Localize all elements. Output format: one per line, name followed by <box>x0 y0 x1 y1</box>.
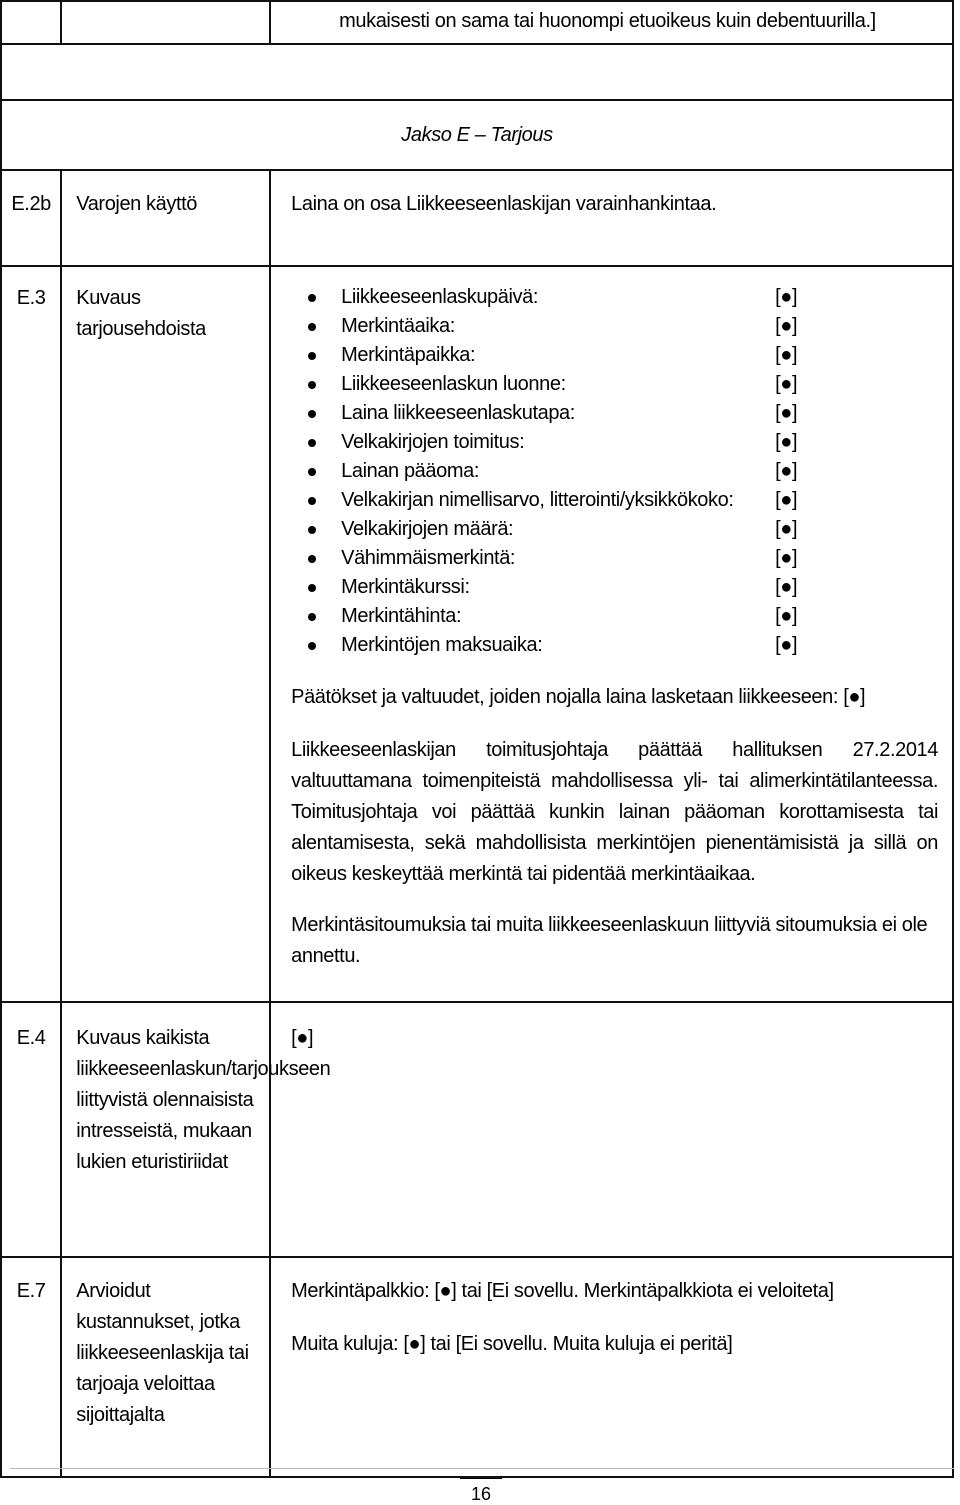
continuation-text: mukaisesti on sama tai huonompi etuoikeus kuin debentuurilla.] <box>270 1 953 44</box>
term-value: [●] <box>775 373 798 395</box>
term-label: Merkintöjen maksuaika: <box>341 634 543 656</box>
element-label: Arvioidut kustannukset, jotka liikkeeseenlaskija tai tarjoaja veloittaa sijoittajalta <box>61 1257 270 1477</box>
decisions-text: Päätökset ja valtuudet, joiden nojalla laina lasketaan liikkeeseen: [●] <box>291 686 866 708</box>
list-item <box>291 602 938 631</box>
offer-terms-cell <box>270 266 953 1002</box>
table-row-spacer <box>1 44 953 100</box>
element-id: E.7 <box>1 1257 61 1477</box>
element-id: E.3 <box>1 266 61 1002</box>
id-cell <box>1 1 61 44</box>
term-value: [●] <box>775 402 798 424</box>
interests-text: [●] <box>270 1002 953 1257</box>
table-row-continuation <box>1 1 953 44</box>
list-item <box>291 399 938 428</box>
element-label: Kuvaus kaikista liikkeeseenlaskun/tarjoukseen liittyvistä olennaisista intresseistä, mukaan lukien eturistiriidat <box>61 1002 270 1257</box>
label-cell <box>61 1 270 44</box>
term-value: [●] <box>775 605 798 627</box>
page-number: 16 <box>460 1478 502 1505</box>
list-item <box>291 573 938 602</box>
subscription-fee-text: Merkintäpalkkio: [●] tai [Ei sovellu. Merkintäpalkkiota ei veloiteta] <box>291 1280 834 1302</box>
list-item <box>291 631 938 660</box>
term-label: Velkakirjojen toimitus: <box>341 431 525 453</box>
list-item <box>291 457 938 486</box>
element-label: Varojen käyttö <box>61 170 270 266</box>
footer-divider <box>10 1468 954 1469</box>
table-row-section-heading <box>1 100 953 170</box>
list-item <box>291 544 938 573</box>
table-row-e3 <box>1 266 953 1002</box>
offer-terms-list <box>291 283 938 660</box>
other-costs-text: Muita kuluja: [●] tai [Ei sovellu. Muita kuluja ei peritä] <box>291 1333 733 1355</box>
term-label: Laina liikkeeseenlaskutapa: <box>341 402 575 424</box>
element-label: Kuvaus tarjousehdoista <box>61 266 270 1002</box>
table-row-e7 <box>1 1257 953 1477</box>
term-label: Merkintäkurssi: <box>341 576 470 598</box>
list-item <box>291 341 938 370</box>
list-item <box>291 486 938 515</box>
term-value: [●] <box>775 634 798 656</box>
authority-paragraph: Liikkeeseenlaskijan toimitusjohtaja päättää hallituksen 27.2.2014 valtuuttamana toimenpiteistä mahdollisessa yli- tai alimerkintätilanteessa. Toimitusjohtaja voi päättää kunkin lainan pääoman korottamisesta tai alentamisesta, sekä mahdollisista merkintöjen pienentämisistä ja sillä on oikeus keskeyttää merkintä tai pidentää merkintäaikaa. <box>291 739 938 885</box>
term-label: Velkakirjan nimellisarvo, litterointi/yksikkökoko: <box>341 489 734 511</box>
term-value: [●] <box>775 286 798 308</box>
term-value: [●] <box>775 431 798 453</box>
term-label: Lainan pääoma: <box>341 460 479 482</box>
term-value: [●] <box>775 518 798 540</box>
term-label: Merkintäpaikka: <box>341 344 476 366</box>
section-heading: Jakso E – Tarjous <box>1 100 953 170</box>
term-value: [●] <box>775 489 798 511</box>
list-item <box>291 370 938 399</box>
term-value: [●] <box>775 315 798 337</box>
list-item <box>291 515 938 544</box>
term-value: [●] <box>775 344 798 366</box>
term-label: Merkintähinta: <box>341 605 462 627</box>
term-label: Liikkeeseenlaskupäivä: <box>341 286 539 308</box>
list-item <box>291 312 938 341</box>
term-value: [●] <box>775 460 798 482</box>
element-id: E.4 <box>1 1002 61 1257</box>
commitments-paragraph: Merkintäsitoumuksia tai muita liikkeeseenlaskuun liittyviä sitoumuksia ei ole annettu. <box>291 914 928 967</box>
spacer-cell <box>1 44 953 100</box>
list-item <box>291 428 938 457</box>
term-value: [●] <box>775 576 798 598</box>
term-label: Merkintäaika: <box>341 315 455 337</box>
term-label: Vähimmäismerkintä: <box>341 547 516 569</box>
table-row-e4 <box>1 1002 953 1257</box>
term-value: [●] <box>775 547 798 569</box>
term-label: Velkakirjojen määrä: <box>341 518 514 540</box>
element-id: E.2b <box>1 170 61 266</box>
list-item <box>291 283 938 312</box>
table-row-e2b <box>1 170 953 266</box>
use-of-proceeds-text: Laina on osa Liikkeeseenlaskijan varainhankintaa. <box>270 170 953 266</box>
costs-cell <box>270 1257 953 1477</box>
term-label: Liikkeeseenlaskun luonne: <box>341 373 566 395</box>
